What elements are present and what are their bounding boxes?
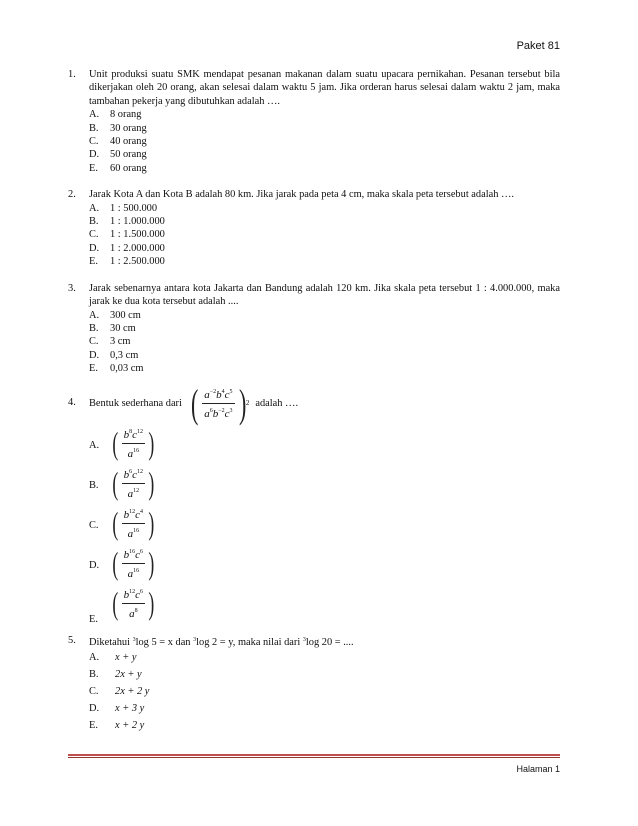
left-paren: (	[112, 425, 119, 462]
option-label: A.	[89, 651, 100, 663]
option-label: D.	[89, 559, 100, 571]
numerator: $b^{16}c^6$	[122, 546, 145, 564]
option-label: A.	[89, 309, 100, 321]
denominator: $a^{16}$	[127, 567, 140, 580]
options-list	[89, 649, 560, 734]
option-b[interactable]	[89, 322, 560, 335]
option-text: 1 : 500.000	[110, 202, 158, 214]
left-paren: (	[112, 505, 119, 542]
option-c[interactable]	[89, 335, 560, 348]
fraction	[202, 386, 234, 422]
right-paren: )	[148, 505, 155, 542]
option-label: A.	[89, 202, 100, 214]
option-e[interactable]	[89, 586, 560, 626]
option-text: 50 orang	[110, 149, 147, 161]
option-text: 300 cm	[110, 309, 141, 321]
question-prefix: Bentuk sederhana dari	[89, 397, 182, 409]
question-text: Unit produksi suatu SMK mendapat pesanan makanan dalam suatu upacara pernikahan. Pesanan tersebut bila dikerjakan oleh 20 orang, akan selesai dalam waktu 5 jam. Jika orderan harus selesai dalam waktu 2 jam, maka tambahan pekerja yang dibutuhkan adalah ….	[89, 69, 560, 107]
option-label: E.	[89, 613, 98, 625]
option-label: C.	[89, 336, 99, 348]
numerator: $a^{-2}b^4c^5$	[202, 386, 234, 404]
options-list	[89, 309, 560, 376]
option-text: x + y	[115, 651, 137, 663]
question-2	[68, 188, 560, 268]
option-b[interactable]	[89, 466, 560, 506]
option-c[interactable]	[89, 135, 560, 148]
option-a[interactable]	[89, 108, 560, 121]
right-paren: )	[148, 425, 155, 462]
option-label: B.	[89, 479, 99, 491]
option-label: C.	[89, 519, 99, 531]
option-d[interactable]	[89, 148, 560, 161]
option-text: x + 3 y	[115, 702, 145, 714]
numerator: $b^{12}c^6$	[122, 586, 145, 604]
right-paren: )	[148, 545, 155, 582]
page-number: Halaman 1	[516, 764, 560, 774]
option-e[interactable]	[89, 362, 560, 375]
option-text: 30 orang	[110, 122, 147, 134]
question-1	[68, 68, 560, 175]
question-3	[68, 282, 560, 376]
option-c[interactable]	[89, 506, 560, 546]
left-paren: (	[112, 465, 119, 502]
option-text: 8 orang	[110, 109, 142, 121]
option-expression	[110, 546, 157, 582]
option-label: D.	[89, 702, 100, 714]
question-suffix: adalah ….	[255, 397, 299, 409]
numerator: $b^6c^{12}$	[122, 466, 145, 484]
option-text: x + 2 y	[115, 719, 145, 731]
expression	[188, 380, 250, 426]
right-paren: )	[148, 585, 155, 622]
option-text: 1 : 2.000.000	[110, 242, 165, 254]
option-label: B.	[89, 668, 99, 680]
numerator: $b^{12}c^4$	[122, 506, 145, 524]
left-paren: (	[112, 585, 119, 622]
right-paren: )	[238, 380, 246, 426]
option-label: A.	[89, 109, 100, 121]
option-d[interactable]	[89, 242, 560, 255]
option-e[interactable]	[89, 255, 560, 268]
option-label: E.	[89, 363, 98, 375]
option-label: C.	[89, 685, 99, 697]
option-d[interactable]	[89, 546, 560, 586]
option-d[interactable]	[89, 700, 560, 717]
option-a[interactable]	[89, 649, 560, 666]
option-expression	[110, 506, 157, 542]
question-number: 4.	[68, 396, 76, 408]
option-expression	[110, 466, 157, 502]
option-d[interactable]	[89, 349, 560, 362]
denominator: $a^{16}$	[127, 447, 140, 460]
option-label: E.	[89, 256, 98, 268]
option-text: 3 cm	[110, 336, 131, 348]
option-text: 1 : 2.500.000	[110, 256, 165, 268]
denominator: $a^8$	[129, 607, 138, 620]
options-list	[89, 108, 560, 175]
option-label: B.	[89, 216, 99, 228]
footer-divider-thin	[68, 757, 560, 758]
denominator: $a^{12}$	[127, 487, 140, 500]
fraction	[122, 426, 145, 462]
option-b[interactable]	[89, 666, 560, 683]
option-text: 2x + 2 y	[115, 685, 150, 697]
option-a[interactable]	[89, 309, 560, 322]
question-list	[68, 68, 560, 747]
denominator: $a^6b^{-2}c^3$	[204, 408, 233, 421]
option-label: C.	[89, 229, 99, 241]
question-number: 2.	[68, 189, 76, 201]
option-label: D.	[89, 149, 100, 161]
option-text: 0,3 cm	[110, 349, 139, 361]
option-a[interactable]	[89, 426, 560, 466]
option-e[interactable]	[89, 717, 560, 734]
option-expression	[110, 586, 157, 622]
option-label: B.	[89, 122, 99, 134]
fraction	[122, 546, 145, 582]
question-5	[68, 634, 560, 734]
options-list	[89, 202, 560, 269]
option-text: 30 cm	[110, 322, 136, 334]
option-label: D.	[89, 242, 100, 254]
option-text: 60 orang	[110, 162, 147, 174]
option-text: 40 orang	[110, 136, 147, 148]
footer-divider	[68, 754, 560, 756]
option-label: E.	[89, 719, 98, 731]
option-label: B.	[89, 322, 99, 334]
option-c[interactable]	[89, 683, 560, 700]
fraction	[122, 466, 145, 502]
page-header: Paket 81	[516, 40, 560, 52]
option-label: C.	[89, 136, 99, 148]
option-text: 0,03 cm	[110, 363, 144, 375]
option-text: 2x + y	[115, 668, 142, 680]
option-a[interactable]	[89, 202, 560, 215]
option-text: 1 : 1.500.000	[110, 229, 165, 241]
question-text: Diketahui $^3$log 5 = x dan $^3$log 2 = y, maka nilai dari $^3$log 20 = ....	[89, 636, 354, 648]
right-paren: )	[148, 465, 155, 502]
option-label: E.	[89, 162, 98, 174]
left-paren: (	[190, 380, 199, 426]
question-text	[89, 382, 560, 426]
question-text: Jarak Kota A dan Kota B adalah 80 km. Jika jarak pada peta 4 cm, maka skala peta tersebut adalah ….	[89, 189, 515, 201]
fraction	[122, 586, 145, 622]
option-b[interactable]	[89, 122, 560, 135]
option-text: 1 : 1.000.000	[110, 216, 165, 228]
option-expression	[110, 426, 157, 462]
outer-exponent: 2	[245, 398, 250, 407]
numerator: $b^8c^{12}$	[122, 426, 145, 444]
question-4	[68, 382, 560, 626]
question-number: 1.	[68, 69, 76, 80]
question-number: 5.	[68, 634, 76, 646]
question-text: Jarak sebenarnya antara kota Jakarta dan Bandung adalah 120 km. Jika skala peta tersebut 1 : 4.000.000, maka jarak ke dua kota tersebut adalah ....	[89, 282, 560, 308]
option-e[interactable]	[89, 162, 560, 175]
question-number: 3.	[68, 282, 76, 294]
denominator: $a^{16}$	[127, 527, 140, 540]
option-label: A.	[89, 439, 100, 451]
left-paren: (	[112, 545, 119, 582]
option-label: D.	[89, 349, 100, 361]
fraction	[122, 506, 145, 542]
option-c[interactable]	[89, 228, 560, 241]
option-b[interactable]	[89, 215, 560, 228]
